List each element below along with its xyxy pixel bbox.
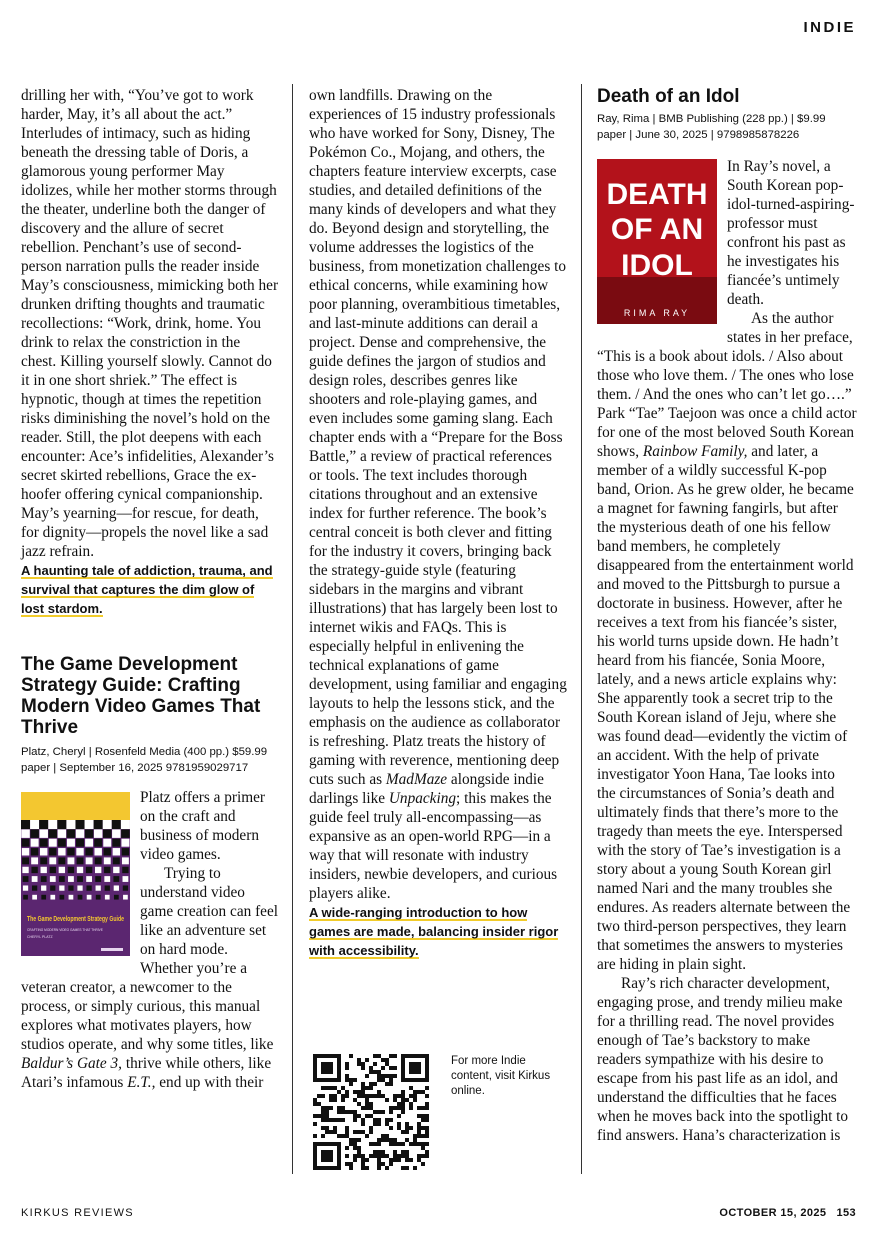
review-body-continued [309, 86, 567, 903]
continued-review-text: drilling her with, “You’ve got to work harder, May, it’s all about the act.” Interludes of intimacy, such as hiding beneath the dressing table of Doris, a glamorous young performer May idolizes, while her mother storms through the theater, underline both the danger of discovery and the allure of secret rebellion. Penchant’s use of second-person narration pulls the reader inside May’s consciousness, mimicking both her drunken drifting thoughts and traumatic recollections: “Work, drink, home. You drink to relax the constriction in the chest. Killing yourself slowly. Cannot do it in one short shriek.” The effect is hypnotic, though at times the repetition risks diminishing the novel’s hold on the reader. Still, the plot deepens with each encounter: Ace’s infidelities, Alexander’s secret skirted rebellions, Grace the ex-hoofer offering cynical companionship. May’s yearning—for rescue, for death, for dignity—propels the novel like a sad jazz refrain. [21, 87, 279, 560]
svg-text:CHERYL PLATZ: CHERYL PLATZ [27, 935, 53, 939]
review-body-part: Trying to understand video game creation can feel like an adventure set on hard mode. Whether you’re a veteran creator, a newcomer to the process, or simply curious, this manual explores what motivates players, how studios operate, and why some titles, like [21, 865, 279, 1053]
review-verdict [21, 561, 279, 618]
review-body-part: end up with their [159, 1074, 264, 1091]
italic-title: MadMaze [385, 771, 448, 788]
review-body-part: thrive while others, like Atari’s infamous [21, 1055, 272, 1091]
svg-text:CRAFTING MODERN VIDEO GAMES TH: CRAFTING MODERN VIDEO GAMES THAT THRIVE [27, 928, 103, 932]
review-lede: In Ray’s novel, a South Korean pop-idol-turned-aspiring-professor must confront his past as he investigates his fiancée’s untimely death. [727, 158, 855, 308]
svg-text:The Game Development Strategy: The Game Development Strategy Guide [27, 914, 124, 923]
italic-title: Unpacking [388, 790, 456, 807]
italic-title: Baldur’s Gate 3, [21, 1055, 122, 1072]
issue-date: OCTOBER 15, 2025 [719, 1207, 827, 1219]
svg-text:RIMA RAY: RIMA RAY [623, 308, 691, 318]
qr-promo [313, 1054, 573, 1174]
review-body-part: alongside indie darlings like [309, 771, 544, 807]
review-title: Death of an Idol [597, 86, 740, 107]
italic-title: Rainbow Family, [642, 443, 748, 460]
issue-info [719, 1207, 856, 1219]
review-title: The Game Development Strategy Guide: Crafting Modern Video Games That Thrive [21, 654, 261, 738]
review-verdict [309, 903, 567, 960]
review-body-part: As the author states in her preface, “This is a book about idols. / Also about those who love them. / The ones who lose them. / And the ones who can’t let go….” Park “Tae” Taejoon was once a child actor for one of the most beloved South Korean shows, [597, 310, 857, 460]
book-cover-image [597, 159, 717, 324]
bibliographic-info: Platz, Cheryl | Rosenfeld Media (400 pp.) $59.99 paper | September 16, 2025 9781959029717 [21, 746, 268, 774]
publication-name: KIRKUS REVIEWS [21, 1207, 134, 1219]
column-divider [581, 84, 582, 1174]
verdict-text: A haunting tale of addiction, trauma, and survival that captures the dim glow of lost stardom. [21, 563, 273, 616]
column-1 [21, 86, 279, 1092]
review-body-part: own landfills. Drawing on the experiences of 15 industry professionals who have worked for Sony, Disney, The Pokémon Co., Mojang, and others, the chapters feature interview excerpts, case studies, and detailed definitions of the many kinds of developers and what they do. Beyond design and storytelling, the volume addresses the logistics of the business, from monetization challenges to ethical concerns, while examining how poor planning, overambitious timetables, and last-minute additions can derail a project. Dense and comprehensive, the guide defines the jargon of studios and design roles, describes genres like shooters and role-playing games, and even includes some gaming slang. Each chapter ends with a “Prepare for the Boss Battle,” a review of practical references or tools. The text includes thorough citations throughout and an extensive index for further reference. The book’s central conceit is both clever and fitting for the industry it covers, bringing back the strategy-guide style (featuring sidebars in the margins and vibrant illustrations) that has largely been lost to internet wikis and FAQs. This is especially helpful in enlivening the technical explanations of game development, using familiar and engaging layouts to help the lessons stick, and the emphasis on the audience as collaborator is refreshing. Platz treats the history of gaming with reverence, mentioning deep cuts such as [309, 87, 567, 788]
review-body: Ray’s rich character development, engaging prose, and trendy milieu make for a thrilling read. The novel provides enough of Tae’s backstory to make readers sympathize with his desire to escape from his past life as an idol, and understand the difficulties that he faces when he moves back into the spotlight to find answers. Hana’s characterization is [597, 975, 849, 1144]
svg-text:OF AN: OF AN [610, 213, 704, 246]
review-body-part: ; this makes the guide feel truly all-encompassing—as expansive as an open-world RPG—in a way that will resonate with industry insiders, newbie developers, and curious players alike. [309, 790, 558, 902]
column-divider [292, 84, 293, 1174]
italic-title: E.T., [127, 1074, 156, 1091]
page-number: 153 [836, 1207, 856, 1219]
qr-code-icon[interactable] [313, 1054, 429, 1170]
review-body [597, 309, 857, 974]
column-3 [597, 86, 857, 1145]
qr-caption: For more Indie content, visit Kirkus online. [451, 1055, 551, 1097]
section-label: INDIE [803, 19, 856, 36]
svg-text:IDOL: IDOL [621, 249, 693, 282]
book-cover-game-development [21, 792, 130, 961]
review-body-part: and later, a member of a wildly successful K-pop band, Orion. As he grew older, he became a magnet for fawning fangirls, but after the mysterious death of one his fellow band members, he completely disappeared from the entertainment world and moved to the Pittsburgh to pursue a doctorate in business. However, after he receives a text from his fiancée’s sister, his world turns upside down. He hadn’t heard from his fiancée, Sonia Moore, lately, and a news article explains why: She apparently took a secret trip to the South Korean island of Jeju, where she was found dead—evidently the victim of an accident. With the help of private investigator Yoon Hana, Tae looks into the circumstances of Sonia’s death and ultimately finds that there’s more to the tragedy than meets the eye. Interspersed with the story of Tae’s investigation is a story about a young South Korean girl named Nari and the many troubles she endures. As readers alternate between the two third-person perspectives, they learn that sometimes the answers to mysteries are hiding in plain sight. [597, 443, 854, 973]
svg-text:DEATH: DEATH [606, 178, 708, 211]
book-cover-death-of-an-idol [597, 159, 717, 329]
book-cover-image [21, 792, 130, 956]
review-lede: Platz offers a primer on the craft and business of modern video games. [140, 789, 266, 863]
bibliographic-info: Ray, Rima | BMB Publishing (228 pp.) | $9.99 paper | June 30, 2025 | 9798985878226 [597, 113, 826, 141]
verdict-text: A wide-ranging introduction to how games are made, balancing insider rigor with accessibility. [309, 905, 559, 958]
column-2 [309, 86, 567, 960]
